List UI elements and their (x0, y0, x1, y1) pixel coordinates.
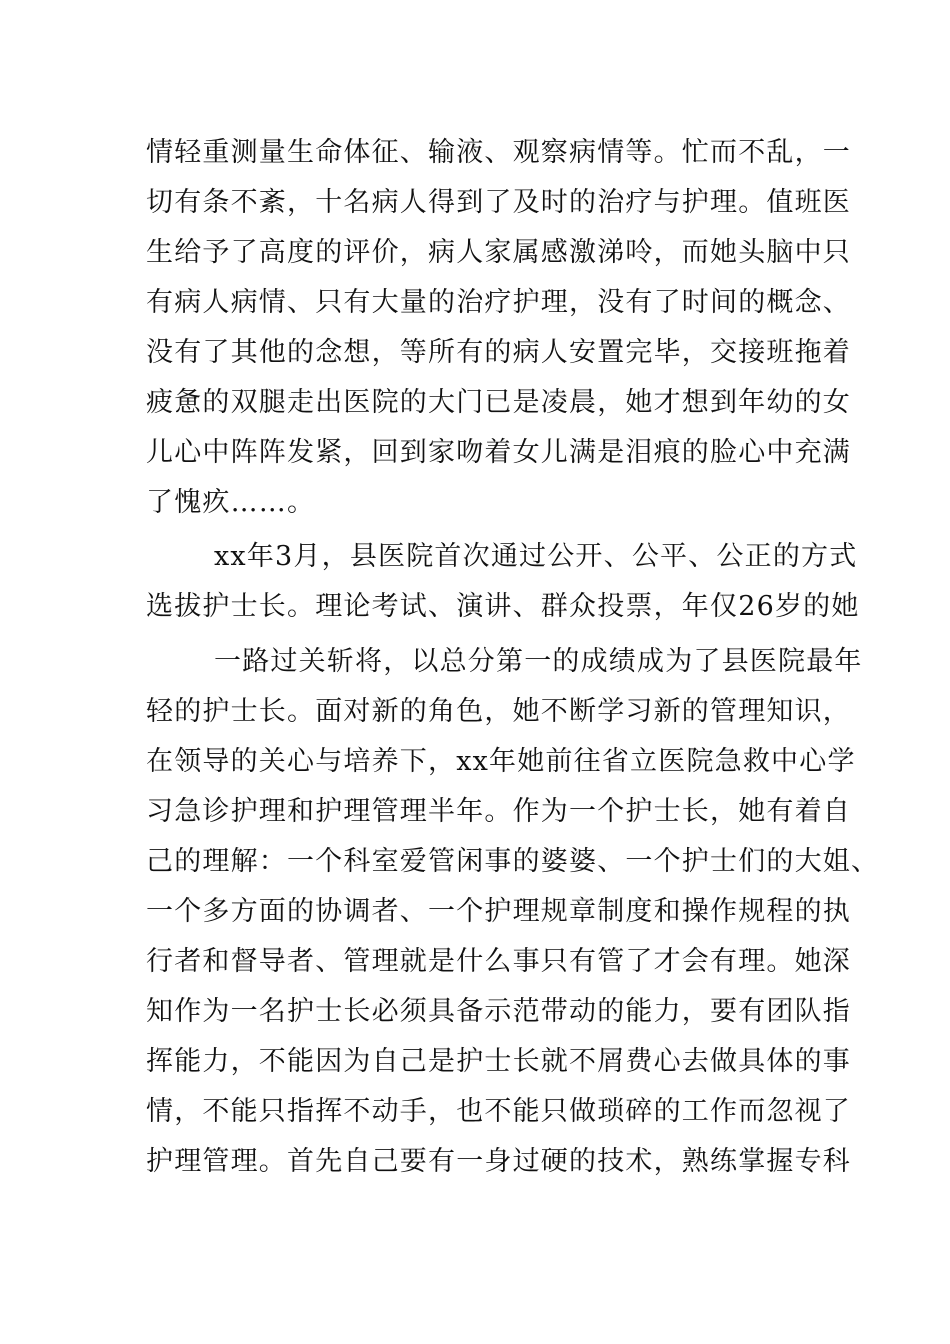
text-line: 切有条不紊，十名病人得到了及时的治疗与护理。值班医 (146, 187, 851, 218)
text-line: 情轻重测量生命体征、输液、观察病情等。忙而不乱，一 (146, 137, 851, 168)
text-line: 了愧疚……。 (146, 487, 316, 518)
text-line: 生给予了高度的评价，病人家属感激涕呤，而她头脑中只 (146, 237, 851, 268)
text-line: 选拔护士长。理论考试、演讲、群众投票，年仅26岁的她 (146, 591, 860, 622)
text-line: 挥能力，不能因为自己是护士长就不屑费心去做具体的事 (146, 1046, 851, 1077)
text-line: 情，不能只指挥不动手，也不能只做琐碎的工作而忽视了 (146, 1096, 851, 1127)
text-line: 在领导的关心与培养下，xx年她前往省立医院急救中心学 (146, 746, 856, 777)
text-line: xx年3月，县医院首次通过公开、公平、公正的方式 (214, 541, 858, 572)
text-line: 知作为一名护士长必须具备示范带动的能力，要有团队指 (146, 996, 851, 1027)
text-line: 护理管理。首先自己要有一身过硬的技术，熟练掌握专科 (146, 1146, 851, 1177)
text-line: 疲惫的双腿走出医院的大门已是凌晨，她才想到年幼的女 (146, 387, 851, 418)
text-line: 己的理解：一个科室爱管闲事的婆婆、一个护士们的大姐、 (146, 846, 880, 877)
text-line: 有病人病情、只有大量的治疗护理，没有了时间的概念、 (146, 287, 851, 318)
text-line: 一个多方面的协调者、一个护理规章制度和操作规程的执 (146, 896, 851, 927)
text-line: 轻的护士长。面对新的角色，她不断学习新的管理知识， (146, 696, 851, 727)
text-line: 没有了其他的念想，等所有的病人安置完毕，交接班拖着 (146, 337, 851, 368)
text-line: 儿心中阵阵发紧，回到家吻着女儿满是泪痕的脸心中充满 (146, 437, 851, 468)
text-line: 行者和督导者、管理就是什么事只有管了才会有理。她深 (146, 946, 851, 977)
text-line: 一路过关斩将，以总分第一的成绩成为了县医院最年 (214, 646, 863, 677)
text-line: 习急诊护理和护理管理半年。作为一个护士长，她有着自 (146, 796, 851, 827)
